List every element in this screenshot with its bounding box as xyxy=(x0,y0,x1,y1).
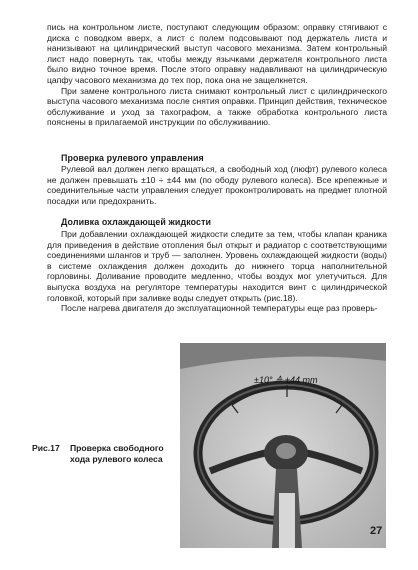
paragraph-sheet-replacement: При замене контрольного листа снимают контрольный лист с цилиндрического выступа часового механизма после снятия оправки. Принцип действия, техническое обслуживание и уход за тахографом, а также обработка контрольного листа пояснены в прилагаемой инструкции по обслуживанию. xyxy=(47,85,387,128)
figure-number: Рис.17 xyxy=(32,443,60,453)
paragraph-after-warmup: После нагрева двигателя до эксплуатационной температуры еще раз проверь- xyxy=(61,303,378,314)
body-text-block xyxy=(47,22,387,128)
page-number: 27 xyxy=(370,525,383,537)
caption-line-1: Проверка свободного xyxy=(70,443,164,453)
steering-text-block xyxy=(47,164,387,206)
paragraph-coolant: При добавлении охлаждающей жидкости следите за тем, чтобы клапан краника для приведения в действие отопления был открыт и радиатор с соответствующими соединениями шлангов и труб — заполнен. Уровень охлаждающей жидкости (воды) в системе охлаждения должен доходить до нижнего торца наполнительной горловины. Доливание проводите медленно, чтобы воздух мог улетучиться. Для выпуска воздуха на регуляторе температуры находится винт с цилиндрической головкой, который при заливке воды следует открыть (рис.18). xyxy=(47,229,387,303)
heading-steering-check: Проверка рулевого управления xyxy=(61,153,204,163)
steering-wheel-photo xyxy=(180,343,386,548)
paragraph-tachograph-sheet: пись на контрольном листе, поступают следующим образом: оправку стягивают с диска с поводком вверх, а лист с полем подсовывают под держатель листа и нанизывают на цилиндрический выступ часового механизма. Затем контрольный лист надо повернуть так, чтобы между язычками держателя контрольного листа было видно точное время. После этого оправку надавливают на цилиндрическую цапфу часового механизма до тех пор, пока она не защелкнется. xyxy=(47,22,387,85)
caption-line-2: хода рулевого колеса xyxy=(70,453,163,464)
steering-wheel-illustration xyxy=(180,343,386,548)
figure-caption xyxy=(32,443,182,464)
heading-coolant-refill: Доливка охлаждающей жидкости xyxy=(61,217,212,227)
paragraph-steering: Рулевой вал должен легко вращаться, а свободный ход (люфт) рулевого колеса не должен превышать ±10 ÷ ±44 мм (по ободу рулевого колеса). Все крепежные и соединительные части управления следует проконтролировать на предмет плотной посадки или предохранить. xyxy=(47,164,387,206)
coolant-text-block xyxy=(47,229,387,314)
wheel-play-annotation: ±10° ≙ ±44 mm xyxy=(254,375,318,385)
